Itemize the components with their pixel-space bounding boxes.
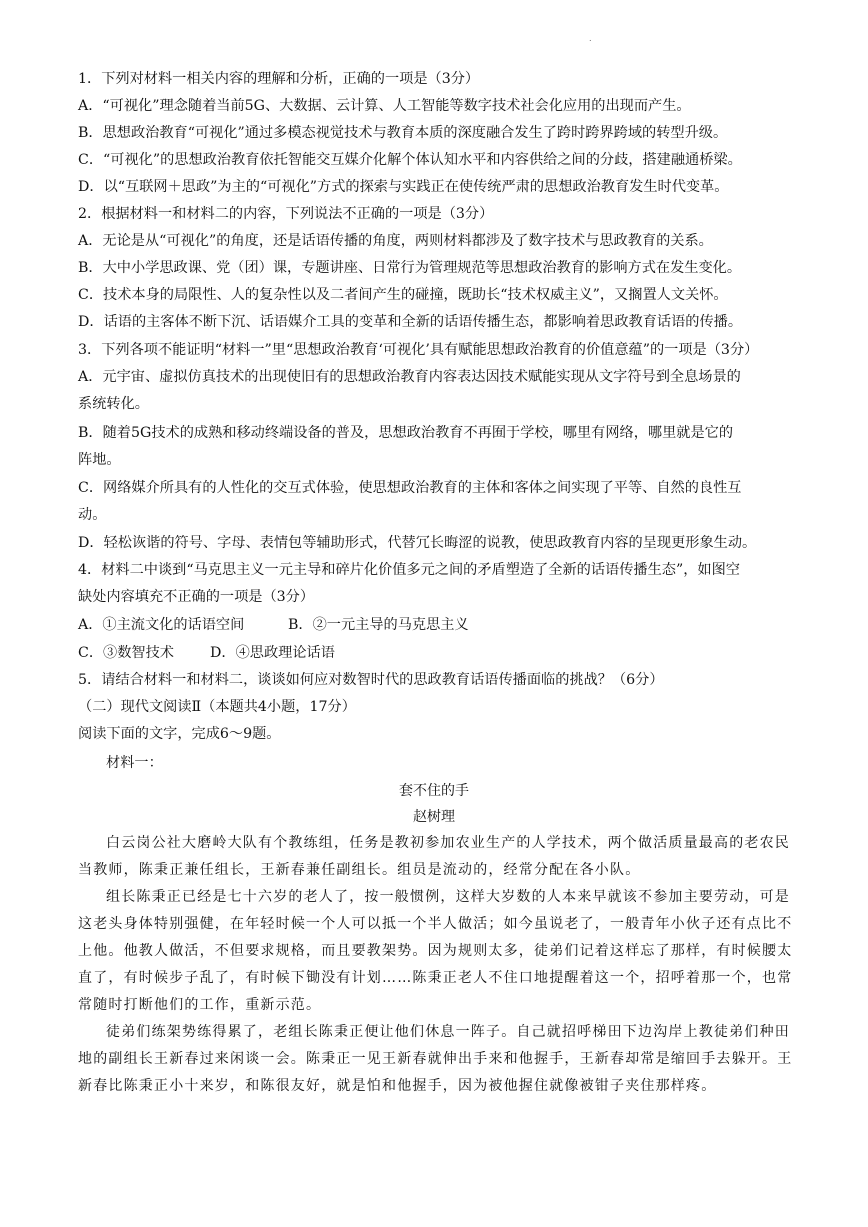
article-body [78,830,794,1100]
question-3-stem: 3．下列各项不能证明“材料一”里“思想政治教育‘可视化’具有赋能思想政治教育的价值意蕴”的一项是（3分） [78,342,759,358]
article-title: 套不住的手 [399,783,469,799]
question-2-option-d: D．话语的主客体不断下沉、话语媒介工具的变革和全新的话语传播生态，都影响着思政教育话语的传播。 [78,314,743,330]
question-1-option-a: A．“可视化”理念随着当前5G、大数据、云计算、人工智能等数字技术社会化应用的出现而产生。 [78,98,691,114]
question-4-stem-line1: 4．材料二中谈到“马克思主义一元主导和碎片化价值多元之间的矛盾塑造了全新的话语传播生态”，如图空 [78,562,740,578]
question-2-option-a: A．无论是从“可视化”的角度，还是话语传播的角度，两则材料都涉及了数字技术与思政教育的关系。 [78,233,713,249]
question-3-option-c-line1: C．网络媒介所具有的人性化的交互式体验，使思想政治教育的主体和客体之间实现了平等、自然的良性互 [78,480,742,496]
question-1-option-d: D．以“互联网＋思政”为主的“可视化”方式的探索与实践正在使传统严肃的思想政治教育发生时代变革。 [78,179,729,195]
question-3-option-b-line1: B．随着5G技术的成熟和移动终端设备的普及，思想政治教育不再囿于学校，哪里有网络，哪里就是它的 [78,425,734,441]
question-3-option-a-line1: A．元宇宙、虚拟仿真技术的出现使旧有的思想政治教育内容表达因技术赋能实现从文字符号到全息场景的 [78,369,741,385]
section-heading: （二）现代文阅读Ⅱ（本题共4小题，17分） [78,699,356,715]
question-4-options-row2 [78,640,808,667]
header-mark: . [589,34,592,43]
article-paragraph: 组长陈秉正已经是七十六岁的老人了，按一般惯例，这样大岁数的人本来早就该不参加主要劳动，可是这老头身体特别强健，在年轻时候一个人可以抵一个半人做活；如今虽说老了，一般青年小伙子还有点比不上他。他教人做活，不但要求规格，而且要教架势。因为规则太多，徒弟们记着这样忘了那样，有时候腰太直了，有时候步子乱了，有时候下锄没有计划……陈秉正老人不住口地提醒着这一个，招呼着那一个，也常常随时打断他们的工作，重新示范。 [78,889,793,1013]
question-4-option-d: D．④思政理论话语 [210,645,335,661]
article-author: 赵树理 [413,809,455,825]
question-2-stem: 2．根据材料一和材料二的内容，下列说法不正确的一项是（3分） [78,206,494,222]
question-1-option-b: B．思想政治教育“可视化”通过多模态视觉技术与教育本质的深度融合发生了跨时跨界跨域的转型升级。 [78,125,728,141]
article-paragraph: 白云岗公社大磨岭大队有个教练组，任务是教初参加农业生产的人学技术，两个做活质量最高的老农民当教师，陈秉正兼任组长，王新春兼任副组长。组员是流动的，经常分配在各小队。 [78,835,790,878]
question-2-option-c: C．技术本身的局限性、人的复杂性以及二者间产生的碰撞，既助长“技术权威主义”，又搁置人文关怀。 [78,287,728,303]
question-1-option-c: C．“可视化”的思想政治教育依托智能交互媒介化解个体认知水平和内容供给之间的分歧，搭建融通桥梁。 [78,152,742,168]
question-3-option-d: D．轻松诙谐的符号、字母、表情包等辅助形式，代替冗长晦涩的说教，使思政教育内容的呈现更形象生动。 [78,535,757,551]
question-5-stem: 5．请结合材料一和材料二，谈谈如何应对数智时代的思政教育话语传播面临的挑战？（6分） [78,672,664,688]
question-2-option-b: B．大中小学思政课、党（团）课，专题讲座、日常行为管理规范等思想政治教育的影响方式在发生变化。 [78,260,742,276]
article-paragraph: 徒弟们练架势练得累了，老组长陈秉正便让他们休息一阵子。自己就招呼梯田下边沟岸上教徒弟们种田地的副组长王新春过来闲谈一会。陈秉正一见王新春就伸出手来和他握手，王新春却常是缩回手去躲开。王新春比陈秉正小十来岁，和陈很友好，就是怕和他握手，因为被他握住就像被钳子夹住那样疼。 [78,1024,793,1094]
question-4-stem-line2: 缺处内容填充不正确的一项是（3分） [78,589,315,605]
question-4-option-a: A．①主流文化的话语空间 [78,617,245,633]
question-3-option-a-line2: 系统转化。 [78,396,149,412]
question-4-options-row1 [78,612,808,639]
question-3-option-b-line2: 阵地。 [78,452,121,468]
section-instruction: 阅读下面的文字，完成6～9题。 [78,726,281,742]
material-label: 材料一： [106,755,163,771]
question-4-option-c: C．③数智技术 [78,645,174,661]
question-4-option-b: B．②一元主导的马克思主义 [288,617,469,633]
question-1-stem: 1．下列对材料一相关内容的理解和分析，正确的一项是（3分） [78,71,480,87]
question-3-option-c-line2: 动。 [78,507,107,523]
